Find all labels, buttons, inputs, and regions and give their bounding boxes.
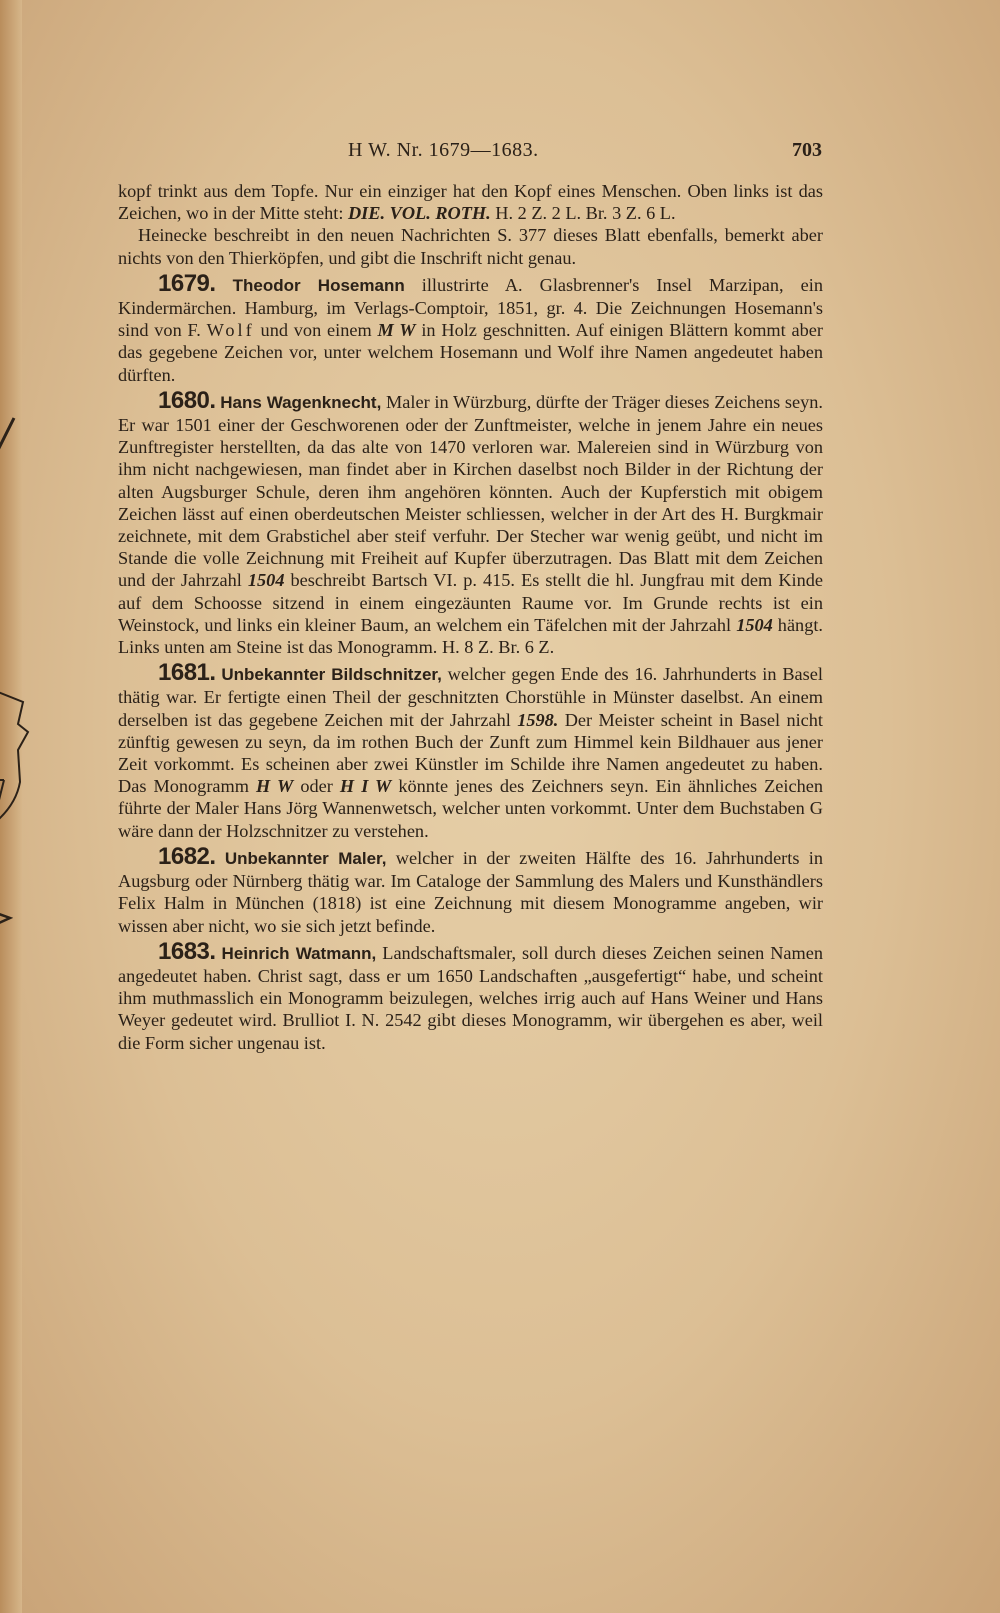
entry-name: Theodor Hosemann — [232, 275, 405, 295]
entry-1680: 1680. Hans Wagenknecht, Maler in Würzburg, dürfte der Träger dieses Zeichens seyn. Er war 1501 einer der Geschworenen oder der Zunftmeister, welche in jenem Jahre ein neues Zunftregister herstellten, da das alte von 1470 verloren war. Malereien sind in Würzburg von ihm nicht nachgewiesen, man findet aber in Kirchen daselbst noch Bilder in der Richtung der alten Augsburger Schule, deren ihm angehören könnten. Auch der Kupferstich mit obigem Zeichen lässt auf einen oberdeutschen Meister schliessen, welcher in der Art des H. Burgkmair zeichnete, mit dem Grabstichel aber steif verfuhr. Der Stecher war wenig geübt, und nicht im Stande die volle Zeichnung mit Freiheit auf Kupfer überzutragen. Das Blatt mit dem Zeichen und der Jahrzahl 1504 beschreibt Bartsch VI. p. 415. Es stellt die hl. Jungfrau mit dem Kinde auf dem Schoosse sitzend in einem eingezäunten Raume vor. Im Grunde rechts ist ein Weinstock, und links ein kleiner Baum, an welchem ein Täfelchen mit der Jahrzahl 1504 hängt. Links unten am Steine ist das Monogramm. H. 8 Z. Br. 6 Z. — [118, 390, 823, 658]
entry-name: Unbekannter Bildschnitzer, — [221, 665, 442, 685]
monogram-hw-1679-icon — [0, 297, 8, 339]
entry-number: 1683. — [158, 937, 216, 965]
monogram-hw-pen-icon — [0, 868, 13, 938]
shield-monogram-icon — [0, 672, 38, 852]
inscription: DIE. VOL. ROTH. — [347, 203, 491, 224]
entry-number: 1681. — [158, 659, 216, 687]
intro-paragraph: kopf trinkt aus dem Topfe. Nur ein einziger hat den Kopf eines Menschen. Oben links ist das Zeichen, wo in der Mitte steht: DIE. VOL. ROTH. H. 2 Z. 2 L. Br. 3 Z. 6 L. — [118, 181, 823, 224]
entry-1681: 1681. Unbekannter Bildschnitzer, welcher gegen Ende des 16. Jahrhunderts in Basel thätig war. Er fertigte einen Theil der geschnitzten Chorstühle in Münster daselbst. An einem derselben ist das gegebene Zeichen mit der Jahrzahl 1598. Der Meister scheint in Basel nicht zünftig gewesen zu seyn, da im rothen Buch der Zunft zum Himmel kein Bildhauer aus jener Zeit vorkommt. Es scheinen aber zwei Künstler im Schilde ihre Namen angedeutet zu haben. Das Monogramm H W oder H I W könnte jenes des Zeichners seyn. Ein ähnliches Zeichen führte der Maler Hans Jörg Wannenwetsch, welcher unten vorkommt. Unter dem Buchstaben G wäre dann der Holzschnitzer zu verstehen. — [118, 662, 823, 842]
page-number: 703 — [792, 139, 822, 161]
entry-name: Unbekannter Maler, — [224, 848, 387, 868]
entry-1679: 1679. Theodor Hosemann illustrirte A. Glasbrenner's Insel Marzipan, ein Kindermärchen. Hamburg, im Verlags-Comptoir, 1851, gr. 4. Die Zeichnungen Hosemann's sind von F. Wolf und von einem M W in Holz geschnitten. Auf einigen Blättern kommt aber das gegebene Zeichen vor, unter welchem Hosemann und Wolf ihre Namen angedeutet haben dürften. — [118, 273, 823, 386]
running-title: H W. Nr. 1679—1683. — [348, 139, 539, 161]
monogram-hw-1680-icon — [0, 414, 28, 470]
body-text — [118, 180, 823, 1054]
entry-name: Heinrich Watmann, — [221, 943, 377, 963]
entry-number: 1682. — [158, 842, 216, 870]
entry-number: 1679. — [158, 269, 216, 297]
intro-paragraph-2: Heinecke beschreibt in den neuen Nachrichten S. 377 dieses Blatt ebenfalls, bemerkt aber nichts von den Thierköpfen, und gibt die Inschrift nicht genau. — [118, 225, 823, 268]
entry-1682: 1682. Unbekannter Maler, welcher in der zweiten Hälfte des 16. Jahrhunderts in Augsburg oder Nürnberg thätig war. Im Cataloge der Sammlung des Malers und Kunsthändlers Felix Halm in München (1818) ist eine Zeichnung mit diesem Monogramme angeben, wir wissen aber nicht, wo sie sich jetzt befinde. — [118, 846, 823, 937]
entry-1683: 1683. Heinrich Watmann, Landschaftsmaler, soll durch dieses Zeichen seinen Namen angedeutet haben. Christ sagt, dass er um 1650 Landschaften „ausgefertigt“ habe, und scheint ihm muthmasslich ein Monogramm beizulegen, welches irrig auch auf Hans Weiner und Hans Weyer gedeutet wird. Brulliot I. N. 2542 gibt dieses Monogramm, wir übergehen es aber, weil die Form sicher ungenau ist. — [118, 937, 823, 1053]
running-header — [118, 139, 822, 167]
entry-name: Hans Wagenknecht, — [220, 392, 382, 412]
entry-number: 1680. — [158, 386, 216, 414]
